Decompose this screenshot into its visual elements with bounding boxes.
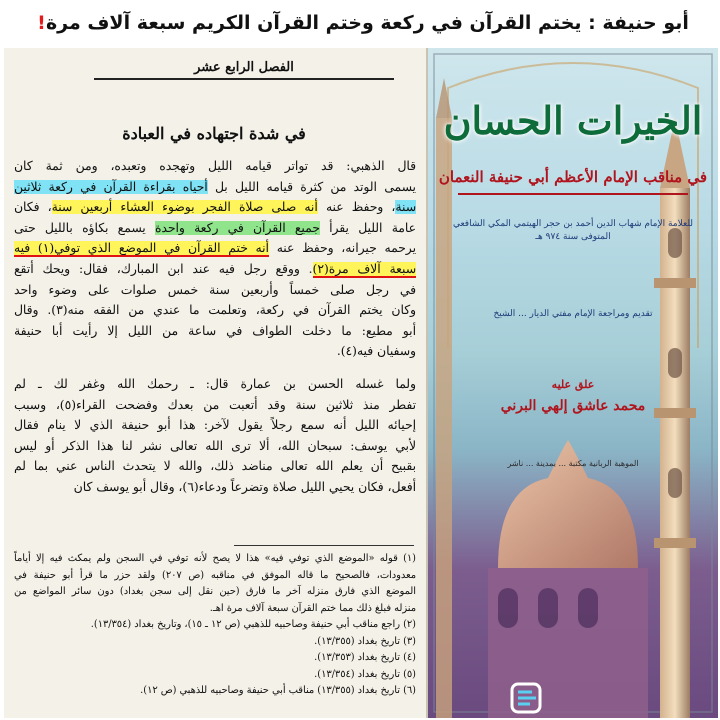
text-line: [14, 395, 416, 416]
text-line: [14, 477, 416, 498]
text-line: [14, 456, 416, 477]
footnote-line: الموضع الذي فارق منزله آخر ما فارق (حين نقل إلى سجن بغداد) دون سائر المواضع من: [14, 586, 416, 597]
cover-editor: تقديم ومراجعة الإمام مفتي الديار ... الشيخ: [493, 309, 653, 319]
highlighted-text: جميع القرآن في ركعة واحدة: [154, 220, 320, 235]
highlighted-text: سنة: [395, 200, 416, 215]
chapter-divider: [94, 78, 394, 80]
highlighted-text: أحياه بقراءة القرآن في ركعة ثلاثين: [14, 179, 208, 194]
text-line: [14, 177, 416, 198]
highlighted-text: أنه ختم القرآن في الموضع الذي توفي(١) فيه: [14, 241, 269, 256]
text-line: [14, 374, 416, 395]
text-segment: وكان يختم القرآن في ركعة، وتعلمت ما عندي من الفقه منه(٣). وقال: [14, 303, 416, 318]
text-segment: أبو مطيع: ما دخلت الطواف في ساعة من الليل إلا رأيت أبا حنيفة: [14, 323, 416, 338]
cover-author: [448, 218, 698, 244]
text-line: [14, 436, 416, 457]
chapter-heading: الفصل الرابع عشر: [194, 60, 294, 75]
text-segment: إحيائه الليل أنه سمع رجلاً يقول لآخر: هذا أبو حنيفة الذي لا ينام فقال: [14, 418, 416, 433]
author-years: المتوفى سنة ٩٧٤ هـ: [535, 232, 611, 242]
page-body: [14, 156, 416, 498]
footnote-line: (٤) تاريخ بغداد (١٣/٣٥٣).: [314, 652, 416, 663]
text-segment: . ووقع رجل فيه عند ابن المبارك، فقال: ويحك أتقع: [14, 261, 313, 276]
text-segment: قال الذهبي: قد تواتر قيامه الليل وتهجده وتعبده، ومن ثمة كان: [14, 159, 416, 173]
cover-subtitle: في مناقب الإمام الأعظم أبي حنيفة النعمان: [438, 168, 708, 186]
text-line: [14, 197, 416, 218]
paragraph-gap: [14, 362, 416, 374]
banner-text: أبو حنيفة : يختم القرآن في ركعة وختم القرآن الكريم سبعة آلاف مرة: [45, 12, 689, 34]
highlighted-text: سبعة آلاف مرة(٢): [312, 261, 416, 276]
text-segment: في رجل صلى خمساً وأربعين سنة خمس صلوات على وضوء واحد: [14, 282, 416, 297]
text-segment: يسمى الوتد من كثرة قيامه الليل بل: [207, 179, 416, 194]
book-cover: [428, 48, 718, 718]
text-line: [14, 341, 416, 362]
text-line: [14, 415, 416, 436]
publisher-logo-icon: [508, 678, 548, 718]
text-segment: وسفيان فيه(٤).: [336, 344, 416, 359]
text-line: [14, 321, 416, 342]
text-line: [14, 156, 416, 177]
text-line: [14, 218, 416, 239]
text-line: [14, 300, 416, 321]
top-banner: [0, 0, 720, 46]
footnote-line: (١) قوله «الموضع الذي توفي فيه» هذا لا يصح لأنه توفي في السجن ولم يمكث فيه إلا أياماً: [14, 553, 416, 564]
text-segment: يرحمه جيرانه، وحفظ عنه: [268, 241, 416, 256]
book-page: [4, 48, 428, 718]
highlighted-text: أنه صلى صلاة الفجر بوضوء العشاء أربعين سنة: [51, 200, 318, 215]
footnote-line: منزله فبلغ ذلك مما ختم القرآن سبعة آلاف مرة اهـ.: [209, 602, 416, 614]
text-segment: يسمع بكاؤه بالليل حتى: [14, 220, 155, 235]
text-segment: لأبي يوسف: سبحان الله، ألا ترى الله تعالى نشر لنا هذا الذكر أو ليس: [14, 438, 416, 453]
cover-title: الخيرات الحسان: [443, 98, 703, 143]
text-segment: ، فكان: [14, 200, 52, 215]
text-segment: بقبيح أن يعلم الله تعالى مناضد ذلك، والله لا يتحدث الناس عني بما لم: [14, 459, 416, 474]
exclamation-mark: !: [37, 12, 46, 34]
text-line: [14, 259, 416, 280]
text-segment: ولما غسله الحسن بن عمارة قال: ـ رحمك الله وغفر لك ـ لم: [14, 376, 416, 391]
footnote-line: (٥) تاريخ بغداد (١٣/٣٥٤).: [314, 668, 416, 680]
annotator-label: علق عليه: [551, 378, 595, 391]
author-name: للعلامة الإمام شهاب الدين أحمد بن حجر الهيتمي المكي الشافعي: [452, 219, 694, 229]
footnote-separator: [234, 545, 414, 546]
text-segment: ، وحفظ عنه: [317, 200, 396, 215]
text-segment: أفعل، فكان يحيي الليل صلاة وتضرعاً ودعاء(٦)، وقال أبو يوسف كان: [73, 479, 416, 494]
footnote-line: (٣) تاريخ بغداد (١٣/٣٥٥).: [314, 635, 416, 647]
footnotes: [14, 551, 416, 700]
text-segment: تفطر منذ ثلاثين سنة وقد أتعبت من بعدك وفضحت القراء(٥)، وسبب: [14, 397, 417, 412]
footnote-line: معدودات، فالصحيح ما قاله الموفق في مناقبه (ص ٢٠٧) ولقد حزر ما قرأ أبو حنيفة في: [14, 569, 416, 581]
footnote-line: (٢) راجع مناقب أبي حنيفة وصاحبيه للذهبي (ص ١٢ ـ ١٥)، وتاريخ بغداد (١٣/٣٥٤).: [90, 619, 416, 630]
publisher-note: الموهبة الربانية مكتبة ... بمدينة ... ناشر: [507, 459, 639, 468]
annotator-name: محمد عاشق إلهي البرني: [500, 398, 646, 414]
text-line: [14, 280, 416, 301]
section-title: في شدة اجتهاده في العبادة: [122, 124, 306, 143]
footnote-line: (٦) تاريخ بغداد (١٣/٣٥٥) مناقب أبي حنيفة وصاحبيه للذهبي (ص ١٢).: [140, 685, 416, 696]
text-line: [14, 238, 416, 259]
text-segment: عامة الليل يقرأ: [319, 220, 416, 235]
